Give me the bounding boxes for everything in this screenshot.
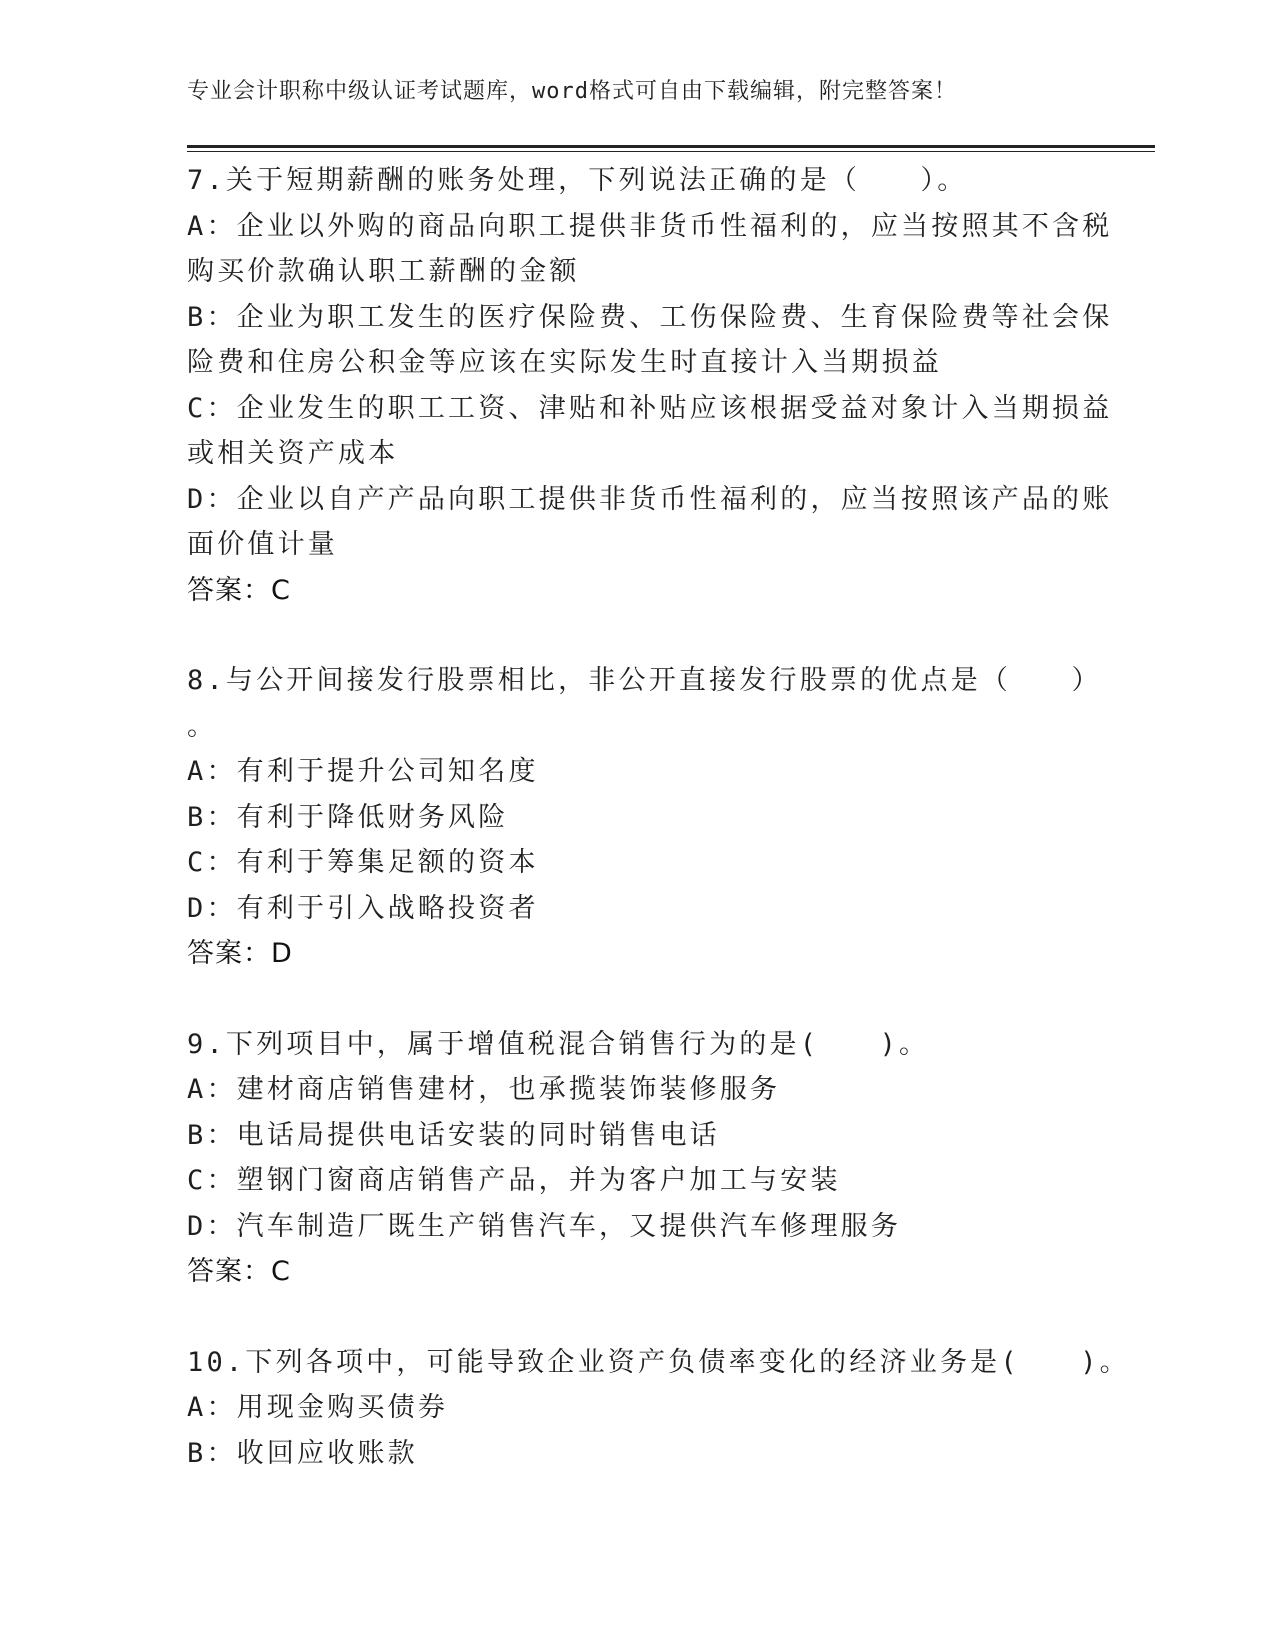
question-8-option-d: D：有利于引入战略投资者 — [187, 892, 539, 924]
question-gap — [187, 977, 1087, 1022]
question-8 — [187, 658, 1102, 977]
question-gap — [187, 613, 1087, 658]
question-7-option-c: C：企业发生的职工工资、津贴和补贴应该根据受益对象计入当期损益 — [187, 392, 1113, 424]
question-7-option-d: D：企业以自产产品向职工提供非货币性福利的，应当按照该产品的账 — [187, 483, 1113, 515]
question-8-answer: 答案：D — [187, 938, 293, 969]
question-7-option-a: A：企业以外购的商品向职工提供非货币性福利的，应当按照其不含税 — [187, 210, 1113, 242]
question-10-option-a: A：用现金购买债券 — [187, 1392, 449, 1423]
question-8-stem: 8.与公开间接发行股票相比，非公开直接发行股票的优点是（ ） — [187, 665, 1102, 696]
question-9-stem: 9.下列项目中，属于增值税混合销售行为的是( )。 — [187, 1028, 930, 1060]
question-7-answer: 答案：C — [187, 574, 291, 606]
header-rule-thick — [187, 145, 1155, 148]
question-10-stem: 10.下列各项中，可能导致企业资产负债率变化的经济业务是( )。 — [187, 1346, 1130, 1378]
question-7-option-c-cont: 或相关资产成本 — [187, 438, 399, 469]
question-8-option-b: B：有利于降低财务风险 — [187, 801, 509, 833]
question-8-stem-cont: 。 — [187, 710, 218, 742]
question-7-stem: 7.关于短期薪酬的账务处理，下列说法正确的是（ ）。 — [187, 165, 968, 196]
question-7-option-d-cont: 面价值计量 — [187, 529, 338, 560]
question-9-option-b: B：电话局提供电话安装的同时销售电话 — [187, 1119, 720, 1151]
question-7-option-b: B：企业为职工发生的医疗保险费、工伤保险费、生育保险费等社会保 — [187, 301, 1113, 333]
question-9-answer: 答案：C — [187, 1256, 291, 1287]
header-rule-thin — [187, 151, 1155, 152]
question-9-option-c: C：塑钢门窗商店销售产品，并为客户加工与安装 — [187, 1165, 841, 1196]
question-8-option-c: C：有利于筹集足额的资本 — [187, 847, 539, 878]
question-8-option-a: A：有利于提升公司知名度 — [187, 756, 539, 787]
question-gap — [187, 1295, 1087, 1340]
question-7-option-b-cont: 险费和住房公积金等应该在实际发生时直接计入当期损益 — [187, 347, 942, 378]
question-10 — [187, 1340, 1130, 1477]
question-10-option-b: B：收回应收账款 — [187, 1437, 418, 1469]
question-9 — [187, 1022, 1087, 1295]
page-header: 专业会计职称中级认证考试题库，word格式可自由下载编辑，附完整答案！ — [187, 79, 957, 104]
question-7-option-a-cont: 购买价款确认职工薪酬的金额 — [187, 256, 580, 287]
question-9-option-a: A：建材商店销售建材，也承揽装饰装修服务 — [187, 1074, 781, 1105]
question-7 — [187, 158, 1113, 613]
question-list — [187, 158, 1130, 1476]
question-9-option-d: D：汽车制造厂既生产销售汽车，又提供汽车修理服务 — [187, 1210, 902, 1242]
